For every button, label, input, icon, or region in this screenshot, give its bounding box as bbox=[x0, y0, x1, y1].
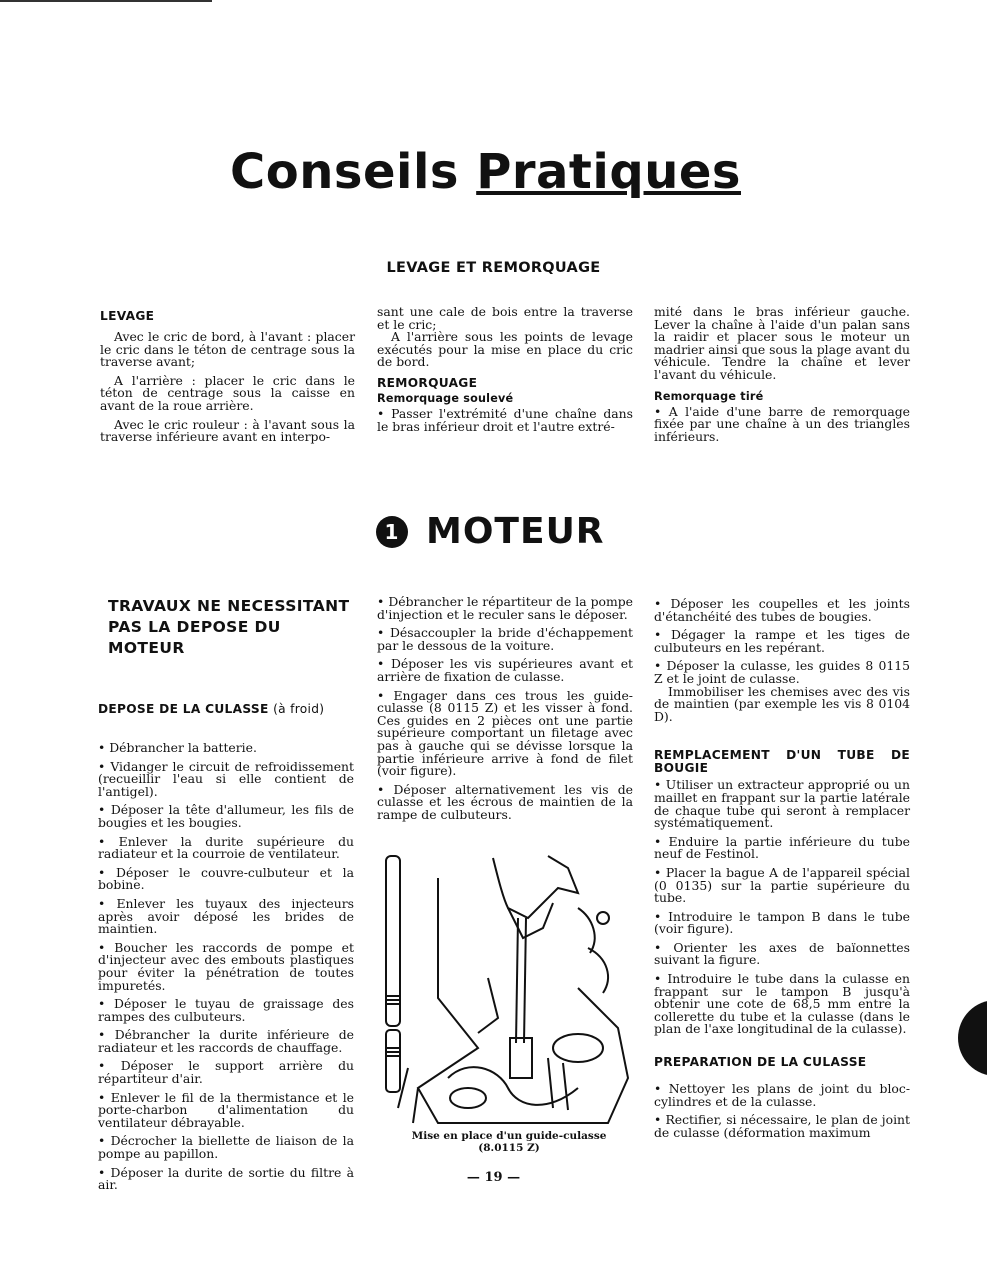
depose-culasse-label: DEPOSE DE LA CULASSE bbox=[98, 702, 269, 716]
list-item: • Débrancher la batterie. bbox=[98, 742, 354, 755]
moteur-heading bbox=[376, 511, 605, 552]
levage-heading: LEVAGE bbox=[100, 309, 155, 323]
list-item: • Enlever les tuyaux des injecteurs après avoir déposé les brides de maintien. bbox=[98, 898, 354, 936]
depose-column bbox=[98, 596, 354, 1198]
depose-continued-column bbox=[377, 596, 633, 828]
remplacement-tube-heading: REMPLACEMENT D'UN TUBE DE BOUGIE bbox=[654, 748, 910, 776]
list-item: • Débrancher le répartiteur de la pompe d'injection et le reculer sans le déposer. bbox=[377, 596, 633, 621]
title-part-2: Pratiques bbox=[476, 144, 741, 200]
immobiliser-paragraph: Immobiliser les chemises avec des vis de maintien (par exemple les vis 8 0104 D). bbox=[654, 683, 910, 724]
depose-list-continued bbox=[377, 596, 633, 822]
page-number: — 19 — bbox=[466, 1170, 521, 1185]
list-item: • Dégager la rampe et les tiges de culbuteurs en les repérant. bbox=[654, 629, 910, 654]
depose-list bbox=[98, 742, 354, 1192]
levage-paragraph: Avec le cric rouleur : à l'avant sous la traverse inférieure avant en interpo- bbox=[100, 416, 355, 445]
list-item: • Déposer alternativement les vis de culasse et les écrous de maintien de la rampe de culbuteurs. bbox=[377, 784, 633, 822]
preparation-culasse-heading: PREPARATION DE LA CULASSE bbox=[654, 1055, 867, 1070]
depose-culasse-note: (à froid) bbox=[273, 702, 325, 716]
levage-paragraph: A l'arrière sous les points de levage exécutés pour la mise en place du cric de bord. bbox=[377, 329, 633, 370]
list-item: • Nettoyer les plans de joint du bloc-cylindres et de la culasse. bbox=[654, 1083, 910, 1108]
list-item: • Déposer le support arrière du répartiteur d'air. bbox=[98, 1060, 354, 1085]
list-item: • Décrocher la biellette de liaison de la pompe au papillon. bbox=[98, 1135, 354, 1160]
remorquage-continued: mité dans le bras inférieur gauche. Lever la chaîne à l'aide d'un palan sans la raidir et placer sous le moteur un madrier ainsi que sous la plage avant du véhicule. Tendre la chaîne et lever l'avant du véhicule. bbox=[654, 304, 910, 382]
section-number-badge: 1 bbox=[376, 516, 408, 548]
list-item: • Boucher les raccords de pompe et d'injecteur avec des embouts plastiques pour éviter la pénétration de toutes impuretés. bbox=[98, 942, 354, 992]
caption-line-1: Mise en place d'un guide-culasse bbox=[411, 1130, 607, 1142]
tube-list bbox=[654, 779, 910, 1036]
list-item: • Déposer les coupelles et les joints d'étanchéité des tubes de bougies. bbox=[654, 598, 910, 623]
list-item: • Déposer le couvre-culbuteur et la bobine. bbox=[98, 867, 354, 892]
figure-caption bbox=[378, 1130, 640, 1154]
remorquage-souleve-heading: Remorquage soulevé bbox=[377, 391, 514, 405]
list-item: • Orienter les axes de baïonnettes suivant la figure. bbox=[654, 942, 910, 967]
remorquage-tire-column bbox=[654, 306, 910, 449]
guide-culasse-figure bbox=[378, 848, 640, 1130]
title-part-1: Conseils bbox=[230, 144, 477, 200]
list-item: • Déposer le tuyau de graissage des rampes des culbuteurs. bbox=[98, 998, 354, 1023]
caption-line-2: (8.0115 Z) bbox=[478, 1142, 540, 1154]
list-item: • Débrancher la durite inférieure de radiateur et les raccords de chauffage. bbox=[98, 1029, 354, 1054]
list-item: • Déposer la durite de sortie du filtre à air. bbox=[98, 1167, 354, 1192]
levage-continued: sant une cale de bois entre la traverse et le cric; bbox=[377, 304, 633, 332]
list-item: • Enlever la durite supérieure du radiateur et la courroie de ventilateur. bbox=[98, 836, 354, 861]
remorquage-heading: REMORQUAGE bbox=[377, 375, 478, 390]
list-item: • Déposer la tête d'allumeur, les fils de bougies et les bougies. bbox=[98, 804, 354, 829]
list-item: • Vidanger le circuit de refroidissement (recueillir l'eau si elle contient de l'antigel). bbox=[98, 761, 354, 799]
list-item: • Déposer la culasse, les guides 8 0115 Z et le joint de culasse. bbox=[654, 660, 910, 685]
moteur-title: MOTEUR bbox=[426, 511, 605, 552]
remorquage-tire-heading: Remorquage tiré bbox=[654, 389, 764, 403]
list-item: • Placer la bague A de l'appareil spécial (0 0135) sur la partie supérieure du tube. bbox=[654, 867, 910, 905]
guide-rod-lower bbox=[386, 1030, 400, 1092]
list-item: • Déposer les vis supérieures avant et arrière de fixation de culasse. bbox=[377, 658, 633, 683]
travaux-heading: TRAVAUX NE NECESSITANT PAS LA DEPOSE DU MOTEUR bbox=[108, 597, 350, 657]
levage-column bbox=[100, 310, 355, 450]
list-item: • Engager dans ces trous les guide-culasse (8 0115 Z) et les visser à fond. Ces guides en 2 pièces ont une partie supérieure comportant un filetage avec pas à gauche qui se dévisse lorsque la partie inférieure arrive à fond de filet (voir figure). bbox=[377, 690, 633, 778]
list-item: • Désaccoupler la bride d'échappement par le dessous de la voiture. bbox=[377, 627, 633, 652]
page-title bbox=[230, 144, 780, 200]
culasse-list bbox=[654, 598, 910, 686]
remorquage-item: • Passer l'extrémité d'une chaîne dans le bras inférieur droit et l'autre extré- bbox=[377, 408, 633, 433]
list-item: • Enlever le fil de la thermistance et le porte-charbon d'alimentation du ventilateur débrayable. bbox=[98, 1092, 354, 1130]
list-item: • Introduire le tampon B dans le tube (voir figure). bbox=[654, 911, 910, 936]
list-item: • Introduire le tube dans la culasse en frappant sur le tampon B jusqu'à obtenir une cote de 68,5 mm entre la collerette du tube et la culasse (dans le plan de l'axe longitudinal de la culasse). bbox=[654, 973, 910, 1036]
levage-paragraph: Avec le cric de bord, à l'avant : placer le cric dans le téton de centrage sous la traverse avant; bbox=[100, 329, 355, 370]
page-edge-tab bbox=[958, 1000, 987, 1076]
depose-culasse-heading bbox=[98, 703, 354, 716]
levage-paragraph: A l'arrière : placer le cric dans le téton de centrage sous la caisse en avant de la roue arrière. bbox=[100, 372, 355, 413]
culasse-column bbox=[654, 598, 910, 1145]
list-item: • Enduire la partie inférieure du tube neuf de Festinol. bbox=[654, 836, 910, 861]
top-rule bbox=[0, 0, 212, 2]
list-item: • Rectifier, si nécessaire, le plan de joint de culasse (déformation maximum bbox=[654, 1114, 910, 1139]
remorquage-column bbox=[377, 306, 633, 439]
remorquage-item: • A l'aide d'une barre de remorquage fixée par une chaîne à un des triangles inférieurs. bbox=[654, 406, 910, 444]
preparation-list bbox=[654, 1083, 910, 1139]
list-item: • Utiliser un extracteur approprié ou un maillet en frappant sur la partie latérale de chaque tube qui seront à remplacer systématiquement. bbox=[654, 779, 910, 829]
section-title: LEVAGE ET REMORQUAGE bbox=[386, 260, 601, 276]
